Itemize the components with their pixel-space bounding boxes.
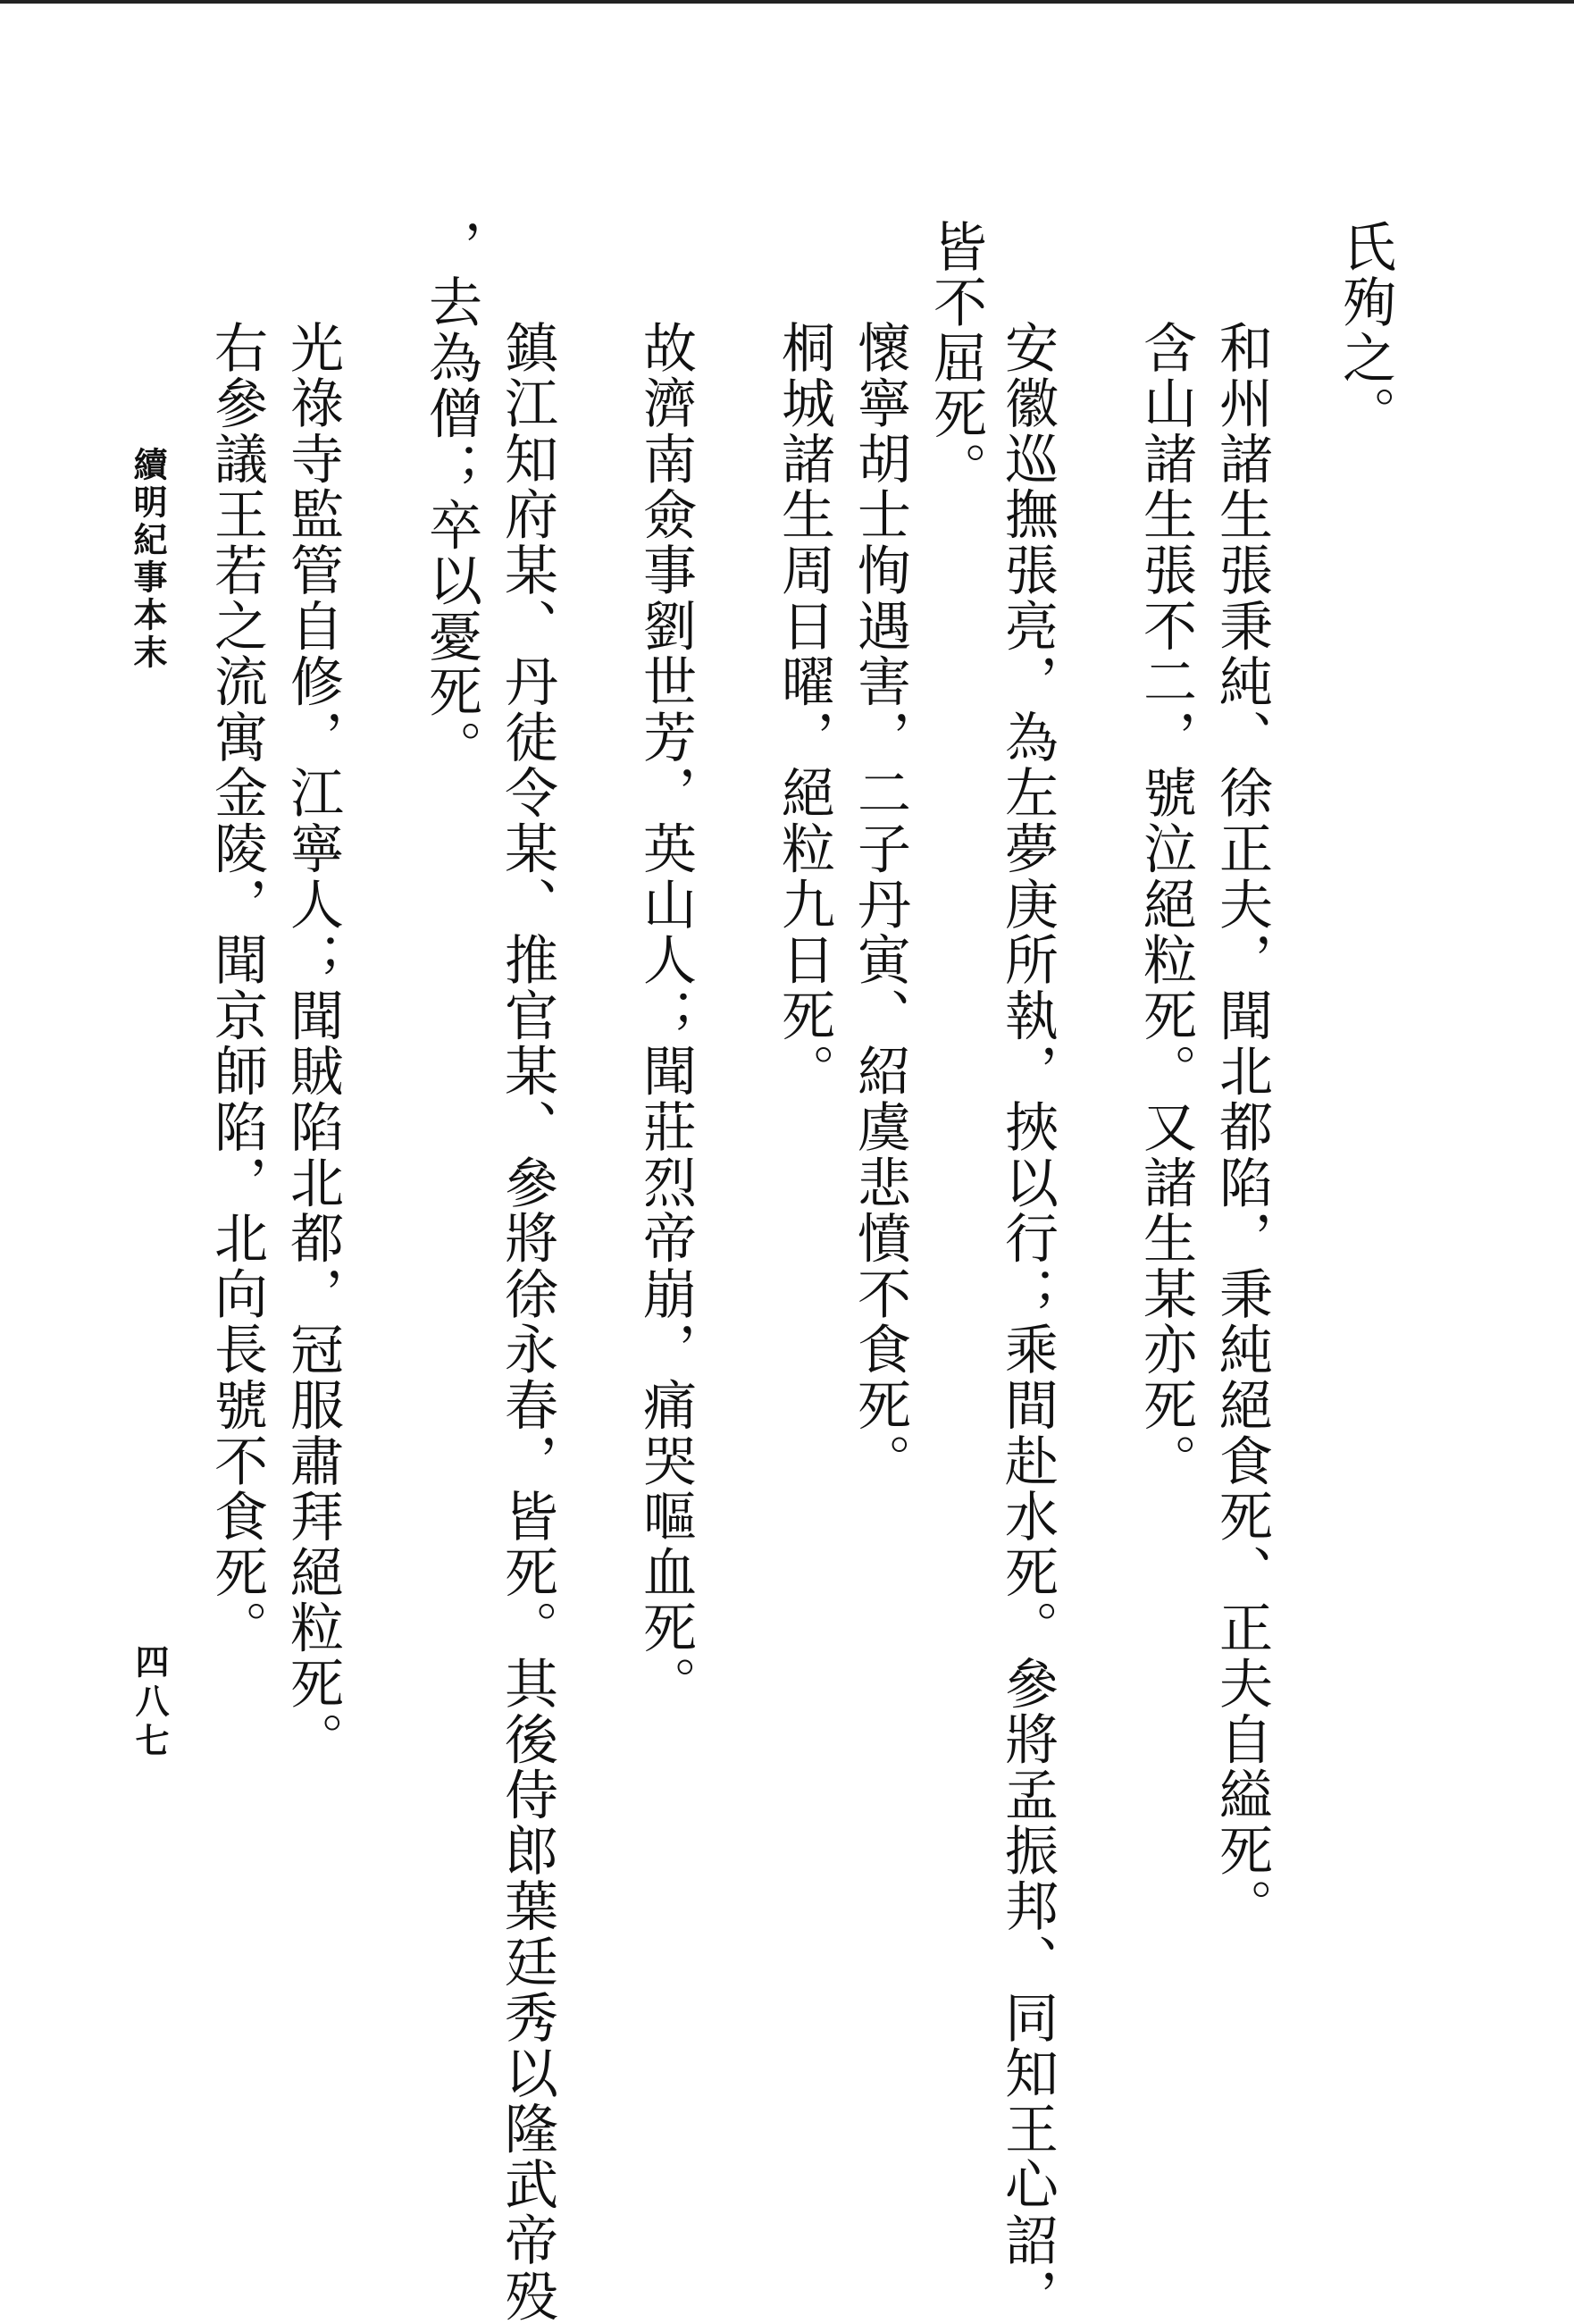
text-column-2: 和州諸生張秉純、徐正夫，聞北都陷，秉純絕食死、正夫自縊死。 [1210, 320, 1273, 1934]
text-column-12: 右參議王若之流寓金陵，聞京師陷，北向長號不食死。 [205, 320, 268, 1657]
text-column-9: 鎮江知府某、丹徒令某、推官某、參將徐永春，皆死。其後侍郎葉廷秀以隆武帝殁 [496, 320, 558, 2324]
text-column-5: 皆不屈死。 [925, 219, 987, 498]
page-number: 四八七 [130, 1644, 169, 1762]
book-title: 續明紀事本末 [128, 447, 167, 672]
text-column-3: 含山諸生張不二，號泣絕粒死。又諸生某亦死。 [1134, 320, 1197, 1489]
text-column-6: 懷寧胡士恂遇害，二子丹寅、紹虞悲憤不食死。 [849, 320, 911, 1489]
text-column-10: ，去為僧；卒以憂死。 [420, 219, 482, 776]
text-column-7: 桐城諸生周日曜，絕粒九日死。 [773, 320, 835, 1100]
text-column-8: 故濟南僉事劉世芳，英山人；聞莊烈帝崩，痛哭嘔血死。 [634, 320, 697, 1712]
text-column-4: 安徽巡撫張亮，為左夢庚所執，挾以行；乘間赴水死。參將孟振邦、同知王心詔， [996, 320, 1059, 2324]
text-column-1: 氏殉之。 [1334, 219, 1396, 442]
text-column-11: 光祿寺監管自修，江寧人；聞賊陷北都，冠服肅拜絕粒死。 [281, 320, 344, 1767]
